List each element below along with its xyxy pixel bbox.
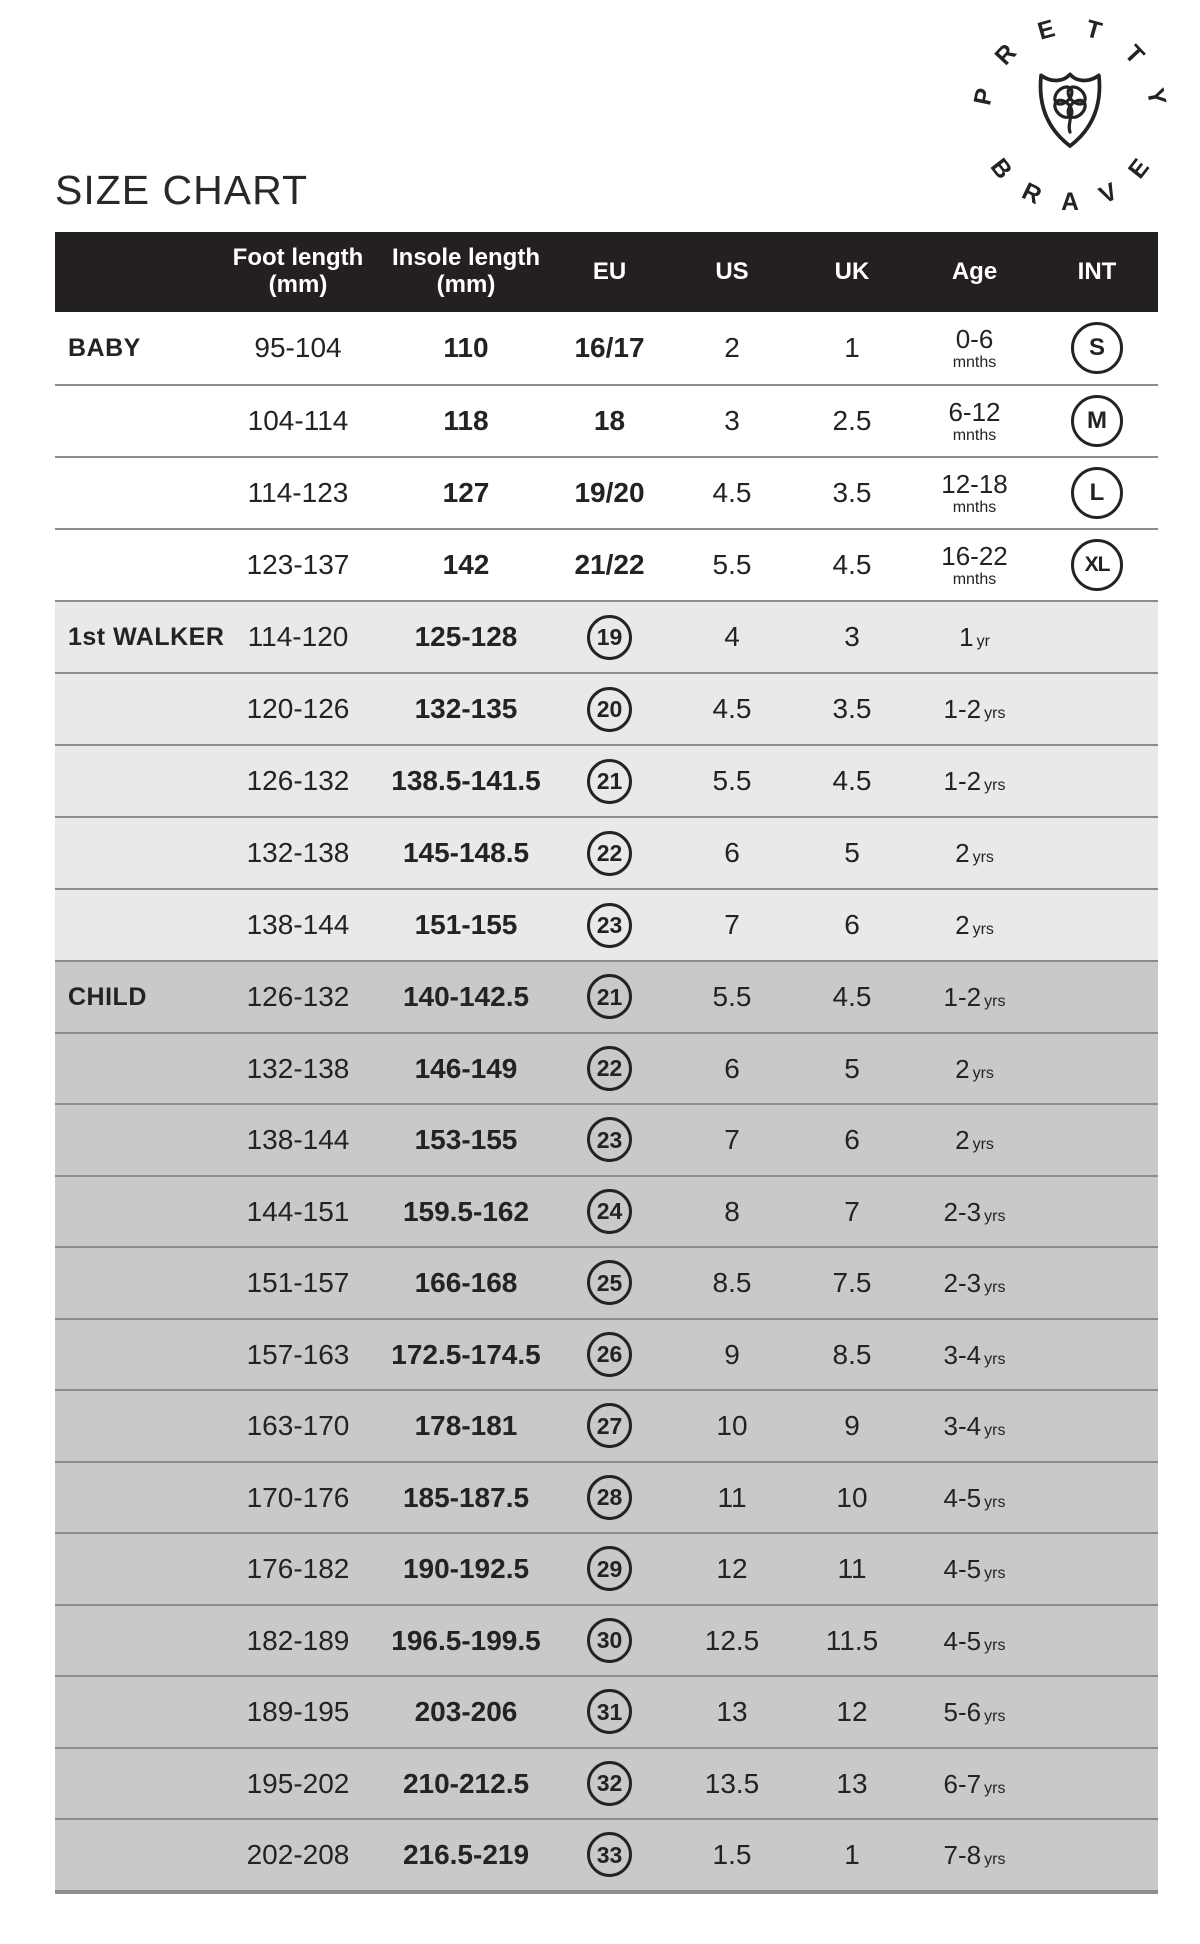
age-unit: yrs bbox=[984, 1851, 1006, 1869]
logo-letter: P bbox=[969, 85, 1000, 108]
foot-length-cell: 104-114 bbox=[247, 405, 349, 437]
eu-size-cell bbox=[546, 1046, 673, 1091]
logo-letter: B bbox=[984, 153, 1017, 185]
insole-length-cell: 110 bbox=[443, 332, 489, 364]
age-unit: yrs bbox=[972, 1064, 994, 1082]
age-cell bbox=[913, 1268, 1036, 1297]
age-unit: yrs bbox=[984, 1565, 1006, 1583]
age-value: 2 bbox=[955, 910, 970, 941]
table-row bbox=[55, 960, 1158, 1032]
foot-length-cell: 144-151 bbox=[246, 1195, 350, 1227]
foot-length-cell: 126-132 bbox=[246, 981, 350, 1013]
foot-length-cell: 95-104 bbox=[254, 332, 342, 364]
age-value: 2 bbox=[955, 1125, 970, 1156]
uk-size-cell: 4.5 bbox=[832, 549, 872, 581]
foot-length-cell: 114-120 bbox=[247, 621, 349, 653]
uk-size-cell: 2.5 bbox=[832, 405, 872, 437]
insole-length-cell: 210-212.5 bbox=[402, 1767, 530, 1799]
eu-size-cell bbox=[546, 406, 673, 435]
col-header-us: US bbox=[715, 257, 749, 285]
us-size-cell: 10 bbox=[716, 1410, 748, 1442]
us-size-cell: 5.5 bbox=[712, 549, 752, 581]
eu-size-cell bbox=[546, 1189, 673, 1234]
uk-size-cell: 3.5 bbox=[832, 693, 872, 725]
logo-letter: T bbox=[1082, 15, 1105, 46]
shield-icon bbox=[1041, 74, 1100, 146]
table-row bbox=[55, 1532, 1158, 1604]
us-size-cell: 7 bbox=[724, 1124, 740, 1156]
age-cell bbox=[913, 1769, 1036, 1798]
logo-arc-bottom bbox=[985, 154, 1155, 217]
age-unit: yrs bbox=[984, 1708, 1006, 1726]
col-header-eu: EU bbox=[592, 257, 627, 285]
us-size-cell: 9 bbox=[724, 1338, 740, 1370]
eu-size-circle: 20 bbox=[587, 687, 632, 732]
eu-size-cell bbox=[546, 1117, 673, 1162]
foot-length-cell: 123-137 bbox=[246, 549, 350, 581]
age-cell bbox=[913, 694, 1036, 723]
age-value: 4-5 bbox=[943, 1625, 982, 1656]
age-cell bbox=[913, 468, 1036, 516]
uk-size-cell: 1 bbox=[844, 1839, 860, 1871]
foot-length-cell: 132-138 bbox=[246, 1052, 350, 1084]
logo-letter: Y bbox=[1140, 85, 1171, 108]
eu-size-cell bbox=[546, 759, 673, 804]
age-unit: yrs bbox=[972, 1136, 994, 1154]
us-size-cell: 12 bbox=[716, 1553, 748, 1585]
age-cell bbox=[913, 1483, 1036, 1512]
eu-size-cell bbox=[546, 831, 673, 876]
age-unit: yrs bbox=[972, 921, 994, 939]
us-size-cell: 13.5 bbox=[704, 1767, 760, 1799]
eu-size-circle: 26 bbox=[587, 1332, 632, 1377]
us-size-cell: 4.5 bbox=[712, 477, 752, 509]
eu-size-cell bbox=[546, 1832, 673, 1877]
age-cell bbox=[913, 1554, 1036, 1583]
age-unit: mnths bbox=[952, 498, 997, 516]
int-size-circle: XL bbox=[1071, 539, 1123, 591]
insole-length-cell: 190-192.5 bbox=[402, 1553, 530, 1585]
table-row bbox=[55, 744, 1158, 816]
eu-size-cell bbox=[546, 1332, 673, 1377]
uk-size-cell: 4.5 bbox=[832, 981, 872, 1013]
table-row bbox=[55, 816, 1158, 888]
int-size-cell bbox=[1036, 539, 1158, 591]
age-value: 4-5 bbox=[943, 1482, 982, 1513]
age-cell bbox=[913, 1197, 1036, 1226]
uk-size-cell: 5 bbox=[844, 1052, 860, 1084]
eu-size-cell bbox=[546, 687, 673, 732]
insole-length-cell: 216.5-219 bbox=[402, 1839, 530, 1871]
col-header-uk: UK bbox=[834, 257, 870, 285]
us-size-cell: 8 bbox=[724, 1195, 740, 1227]
insole-length-cell: 185-187.5 bbox=[402, 1481, 530, 1513]
insole-length-cell: 145-148.5 bbox=[402, 837, 530, 869]
logo-letter: E bbox=[1123, 154, 1155, 184]
us-size-cell: 2 bbox=[724, 332, 740, 364]
table-row bbox=[55, 312, 1158, 384]
insole-length-cell: 118 bbox=[443, 405, 489, 437]
int-size-circle: S bbox=[1071, 322, 1123, 374]
age-cell bbox=[913, 1054, 1036, 1083]
age-unit: yrs bbox=[984, 1350, 1006, 1368]
us-size-cell: 4.5 bbox=[712, 693, 752, 725]
uk-size-cell: 6 bbox=[844, 909, 860, 941]
int-size-circle: M bbox=[1071, 395, 1123, 447]
col-header-foot-length: Foot length (mm) bbox=[232, 244, 364, 298]
age-value: 3-4 bbox=[943, 1411, 982, 1442]
uk-size-cell: 6 bbox=[844, 1124, 860, 1156]
eu-size-circle: 21 bbox=[587, 974, 632, 1019]
insole-length-cell: 138.5-141.5 bbox=[391, 765, 541, 797]
insole-length-cell: 151-155 bbox=[414, 909, 518, 941]
uk-size-cell: 7 bbox=[844, 1195, 860, 1227]
int-size-cell bbox=[1036, 322, 1158, 374]
uk-size-cell: 11.5 bbox=[825, 1624, 879, 1656]
section-label: 1st WALKER bbox=[68, 622, 225, 651]
age-value: 2 bbox=[955, 1053, 970, 1084]
age-value: 2 bbox=[955, 838, 970, 869]
eu-size-value: 18 bbox=[593, 405, 626, 437]
insole-length-cell: 196.5-199.5 bbox=[391, 1624, 541, 1656]
age-unit: yrs bbox=[984, 1636, 1006, 1654]
age-cell bbox=[913, 540, 1036, 588]
foot-length-cell: 157-163 bbox=[246, 1338, 350, 1370]
page-title: SIZE CHART bbox=[55, 167, 308, 213]
age-unit: yrs bbox=[984, 1493, 1006, 1511]
age-unit: mnths bbox=[952, 353, 997, 371]
table-body bbox=[55, 312, 1158, 1894]
insole-length-cell: 140-142.5 bbox=[402, 981, 530, 1013]
age-value: 1-2 bbox=[943, 766, 982, 797]
age-cell bbox=[913, 1125, 1036, 1154]
us-size-cell: 3 bbox=[724, 405, 740, 437]
eu-size-circle: 23 bbox=[587, 903, 632, 948]
eu-size-circle: 27 bbox=[587, 1403, 632, 1448]
foot-length-cell: 151-157 bbox=[246, 1267, 350, 1299]
table-header-row bbox=[55, 232, 1158, 312]
us-size-cell: 13 bbox=[716, 1696, 748, 1728]
eu-size-cell bbox=[546, 333, 673, 362]
eu-size-circle: 24 bbox=[587, 1189, 632, 1234]
insole-length-cell: 142 bbox=[442, 549, 490, 581]
age-unit: mnths bbox=[952, 570, 997, 588]
foot-length-cell: 182-189 bbox=[246, 1624, 350, 1656]
us-size-cell: 11 bbox=[717, 1481, 747, 1513]
table-row bbox=[55, 456, 1158, 528]
foot-length-cell: 132-138 bbox=[246, 837, 350, 869]
age-unit: yrs bbox=[972, 849, 994, 867]
age-unit: yrs bbox=[984, 705, 1006, 723]
age-cell bbox=[913, 838, 1036, 867]
int-size-cell bbox=[1036, 395, 1158, 447]
eu-size-circle: 22 bbox=[587, 1046, 632, 1091]
size-chart-table bbox=[55, 232, 1158, 1894]
foot-length-cell: 138-144 bbox=[246, 1124, 350, 1156]
age-cell bbox=[913, 1840, 1036, 1869]
eu-size-value: 21/22 bbox=[574, 549, 645, 581]
age-value: 1 bbox=[959, 622, 974, 653]
eu-size-circle: 32 bbox=[587, 1761, 632, 1806]
age-unit: yrs bbox=[984, 1422, 1006, 1440]
age-value: 1-2 bbox=[943, 694, 982, 725]
age-value: 0-6 bbox=[955, 323, 994, 354]
age-value: 1-2 bbox=[943, 982, 982, 1013]
age-cell bbox=[913, 323, 1036, 371]
insole-length-cell: 125-128 bbox=[414, 621, 518, 653]
col-header-insole-length: Insole length (mm) bbox=[391, 244, 540, 298]
insole-length-cell: 203-206 bbox=[414, 1696, 518, 1728]
logo-letter: R bbox=[990, 39, 1022, 71]
us-size-cell: 5.5 bbox=[712, 981, 752, 1013]
uk-size-cell: 10 bbox=[836, 1481, 868, 1513]
us-size-cell: 7 bbox=[724, 909, 740, 941]
insole-length-cell: 159.5-162 bbox=[402, 1195, 530, 1227]
age-cell bbox=[913, 910, 1036, 939]
age-unit: yrs bbox=[984, 1207, 1006, 1225]
foot-length-cell: 126-132 bbox=[246, 765, 350, 797]
foot-length-cell: 114-123 bbox=[247, 477, 349, 509]
eu-size-cell bbox=[546, 1689, 673, 1734]
table-row bbox=[55, 1604, 1158, 1676]
eu-size-circle: 21 bbox=[587, 759, 632, 804]
age-value: 12-18 bbox=[941, 468, 1008, 499]
uk-size-cell: 9 bbox=[844, 1410, 860, 1442]
uk-size-cell: 11 bbox=[837, 1553, 867, 1585]
us-size-cell: 6 bbox=[724, 837, 740, 869]
uk-size-cell: 5 bbox=[844, 837, 860, 869]
age-value: 5-6 bbox=[943, 1697, 982, 1728]
foot-length-cell: 202-208 bbox=[246, 1839, 350, 1871]
age-value: 7-8 bbox=[943, 1840, 982, 1871]
age-unit: yr bbox=[976, 633, 990, 651]
age-cell bbox=[913, 982, 1036, 1011]
age-cell bbox=[913, 1626, 1036, 1655]
table-row bbox=[55, 384, 1158, 456]
eu-size-circle: 28 bbox=[587, 1475, 632, 1520]
eu-size-circle: 23 bbox=[587, 1117, 632, 1162]
age-value: 2-3 bbox=[943, 1196, 982, 1227]
table-row bbox=[55, 1818, 1158, 1890]
age-unit: yrs bbox=[984, 1779, 1006, 1797]
eu-size-circle: 22 bbox=[587, 831, 632, 876]
eu-size-cell bbox=[546, 1618, 673, 1663]
uk-size-cell: 1 bbox=[844, 332, 860, 364]
eu-size-cell bbox=[546, 550, 673, 579]
eu-size-value: 16/17 bbox=[574, 332, 645, 364]
age-unit: mnths bbox=[952, 426, 997, 444]
insole-length-cell: 153-155 bbox=[414, 1124, 518, 1156]
section-label: BABY bbox=[68, 333, 141, 362]
col-header-int: INT bbox=[1077, 257, 1117, 285]
age-value: 6-12 bbox=[948, 396, 1001, 427]
insole-length-cell: 146-149 bbox=[414, 1052, 518, 1084]
eu-size-circle: 31 bbox=[587, 1689, 632, 1734]
logo-letter: V bbox=[1095, 178, 1122, 210]
age-value: 2-3 bbox=[943, 1268, 982, 1299]
eu-size-circle: 30 bbox=[587, 1618, 632, 1663]
foot-length-cell: 138-144 bbox=[246, 909, 350, 941]
uk-size-cell: 8.5 bbox=[832, 1338, 872, 1370]
eu-size-cell bbox=[546, 1761, 673, 1806]
col-header-age: Age bbox=[951, 257, 998, 285]
table-row bbox=[55, 1318, 1158, 1390]
table-row bbox=[55, 1175, 1158, 1247]
eu-size-cell bbox=[546, 903, 673, 948]
eu-size-circle: 33 bbox=[587, 1832, 632, 1877]
logo-letter: T bbox=[1118, 40, 1149, 70]
table-row bbox=[55, 600, 1158, 672]
eu-size-circle: 25 bbox=[587, 1260, 632, 1305]
table-row bbox=[55, 1246, 1158, 1318]
insole-length-cell: 172.5-174.5 bbox=[391, 1338, 541, 1370]
eu-size-cell bbox=[546, 974, 673, 1019]
age-cell bbox=[913, 396, 1036, 444]
eu-size-value: 19/20 bbox=[574, 477, 645, 509]
eu-size-cell bbox=[546, 1403, 673, 1448]
table-row bbox=[55, 1461, 1158, 1533]
table-row bbox=[55, 528, 1158, 600]
section-label: CHILD bbox=[68, 982, 147, 1011]
us-size-cell: 6 bbox=[724, 1052, 740, 1084]
table-row bbox=[55, 1747, 1158, 1819]
us-size-cell: 12.5 bbox=[704, 1624, 760, 1656]
eu-size-circle: 19 bbox=[587, 615, 632, 660]
table-row bbox=[55, 1032, 1158, 1104]
age-cell bbox=[913, 1697, 1036, 1726]
uk-size-cell: 12 bbox=[836, 1696, 868, 1728]
us-size-cell: 8.5 bbox=[712, 1267, 752, 1299]
eu-size-cell bbox=[546, 1546, 673, 1591]
logo-letter: A bbox=[1061, 189, 1079, 217]
table-row bbox=[55, 1103, 1158, 1175]
uk-size-cell: 7.5 bbox=[832, 1267, 872, 1299]
insole-length-cell: 127 bbox=[442, 477, 490, 509]
eu-size-cell bbox=[546, 1260, 673, 1305]
us-size-cell: 4 bbox=[724, 621, 740, 653]
eu-size-cell bbox=[546, 615, 673, 660]
uk-size-cell: 3.5 bbox=[832, 477, 872, 509]
foot-length-cell: 170-176 bbox=[246, 1481, 350, 1513]
age-cell bbox=[913, 622, 1036, 651]
age-cell bbox=[913, 766, 1036, 795]
uk-size-cell: 3 bbox=[844, 621, 860, 653]
age-value: 16-22 bbox=[941, 540, 1008, 571]
int-size-circle: L bbox=[1071, 467, 1123, 519]
eu-size-circle: 29 bbox=[587, 1546, 632, 1591]
table-row bbox=[55, 672, 1158, 744]
logo-letter: E bbox=[1034, 15, 1058, 46]
insole-length-cell: 132-135 bbox=[414, 693, 518, 725]
foot-length-cell: 163-170 bbox=[246, 1410, 350, 1442]
us-size-cell: 1.5 bbox=[712, 1839, 752, 1871]
age-value: 6-7 bbox=[943, 1768, 982, 1799]
us-size-cell: 5.5 bbox=[712, 765, 752, 797]
age-unit: yrs bbox=[984, 1279, 1006, 1297]
table-row bbox=[55, 1675, 1158, 1747]
age-cell bbox=[913, 1411, 1036, 1440]
age-unit: yrs bbox=[984, 777, 1006, 795]
uk-size-cell: 4.5 bbox=[832, 765, 872, 797]
pretty-brave-logo bbox=[963, 8, 1177, 222]
logo-letter: R bbox=[1017, 177, 1046, 210]
age-value: 3-4 bbox=[943, 1339, 982, 1370]
clover-flower-icon bbox=[1052, 84, 1089, 132]
insole-length-cell: 166-168 bbox=[414, 1267, 518, 1299]
age-value: 4-5 bbox=[943, 1554, 982, 1585]
eu-size-cell bbox=[546, 1475, 673, 1520]
age-cell bbox=[913, 1340, 1036, 1369]
foot-length-cell: 176-182 bbox=[246, 1553, 350, 1585]
eu-size-cell bbox=[546, 478, 673, 507]
int-size-cell bbox=[1036, 467, 1158, 519]
foot-length-cell: 120-126 bbox=[246, 693, 350, 725]
foot-length-cell: 189-195 bbox=[246, 1696, 350, 1728]
age-unit: yrs bbox=[984, 993, 1006, 1011]
table-row bbox=[55, 1389, 1158, 1461]
table-row bbox=[55, 888, 1158, 960]
foot-length-cell: 195-202 bbox=[246, 1767, 350, 1799]
uk-size-cell: 13 bbox=[836, 1767, 868, 1799]
insole-length-cell: 178-181 bbox=[414, 1410, 518, 1442]
